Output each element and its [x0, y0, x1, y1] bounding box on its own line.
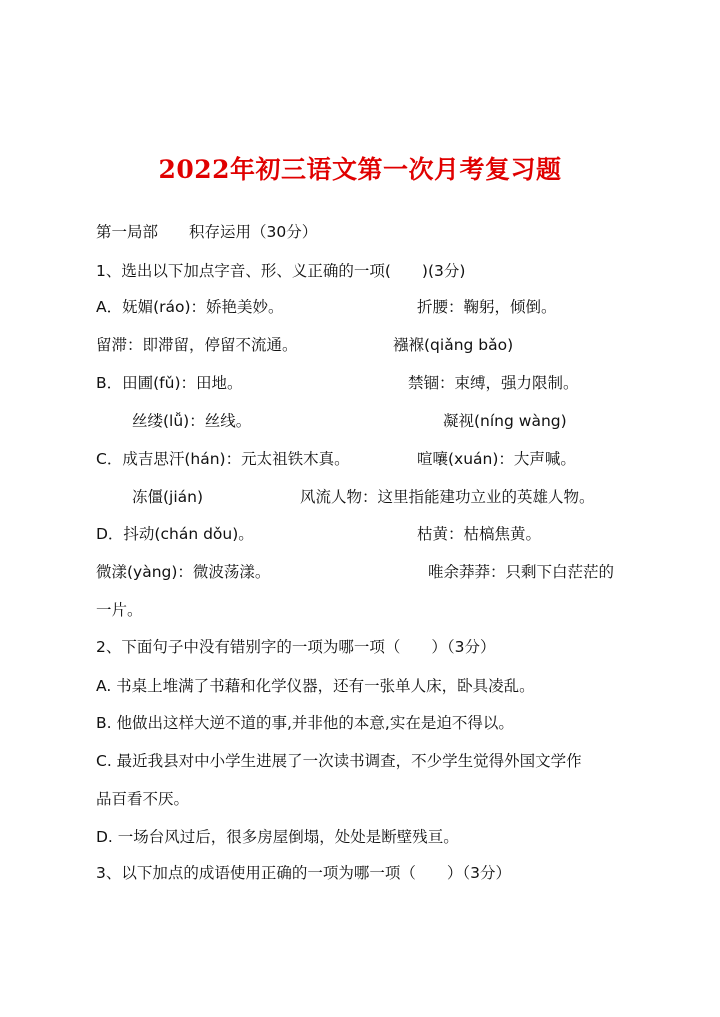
q2-option-d: D. 一场台风过后，很多房屋倒塌，处处是断壁残亘。	[96, 828, 459, 846]
question-1-stem: 1、选出以下加点字音、形、义正确的一项( )(3分)	[96, 262, 466, 280]
q2-option-b: B. 他做出这样大逆不道的事,并非他的本意,实在是迫不得以。	[96, 714, 514, 732]
q1-option-b-right: 禁锢：束缚，强力限制。	[408, 374, 579, 392]
q1-option-a-left: A．妩媚(ráo)：娇艳美妙。	[96, 298, 284, 316]
section-header: 第一局部 积存运用（30分）	[96, 223, 318, 241]
question-3-stem: 3、以下加点的成语使用正确的一项为哪一项（ ）（3分）	[96, 864, 511, 882]
q1-option-c-left: C．成吉思汗(hán)：元太祖铁木真。	[96, 450, 350, 468]
q1-option-a-right: 折腰：鞠躬，倾倒。	[417, 298, 557, 316]
q1-option-d-left: D．抖动(chán dǒu)。	[96, 525, 254, 543]
q1-option-d2-right: 唯余莽莽：只剩下白茫茫的	[428, 563, 615, 581]
q1-option-b2-right: 凝视(níng wàng)	[443, 412, 567, 430]
q1-option-d2-left: 微漾(yàng)：微波荡漾。	[96, 563, 271, 581]
q2-option-c: C. 最近我县对中小学生进展了一次读书调查，不少学生觉得外国文学作	[96, 752, 582, 770]
q1-option-b-left: B．田圃(fǔ)：田地。	[96, 374, 243, 392]
q1-option-c2-left: 冻僵(jián)	[132, 488, 204, 506]
q2-option-a: A. 书桌上堆满了书藉和化学仪器，还有一张单人床，卧具凌乱。	[96, 677, 535, 695]
q1-option-a2-right: 襁褓(qiǎng bǎo)	[393, 336, 514, 354]
document-title: 2022年初三语文第一次月考复习题	[158, 155, 562, 184]
question-2-stem: 2、下面句子中没有错别字的一项为哪一项（ ）（3分）	[96, 638, 496, 656]
q1-option-b2-left: 丝缕(lǚ)：丝线。	[132, 412, 252, 430]
q1-option-d-right: 枯黄：枯槁焦黄。	[417, 525, 542, 543]
q1-option-c-right: 喧嚷(xuán)：大声喊。	[417, 450, 576, 468]
q2-option-c2: 品百看不厌。	[96, 790, 190, 808]
q1-option-c2-right: 风流人物：这里指能建功立业的英雄人物。	[300, 488, 595, 506]
q1-option-a2-left: 留滞：即滞留，停留不流通。	[96, 336, 298, 354]
q1-option-d3: 一片。	[96, 601, 143, 619]
